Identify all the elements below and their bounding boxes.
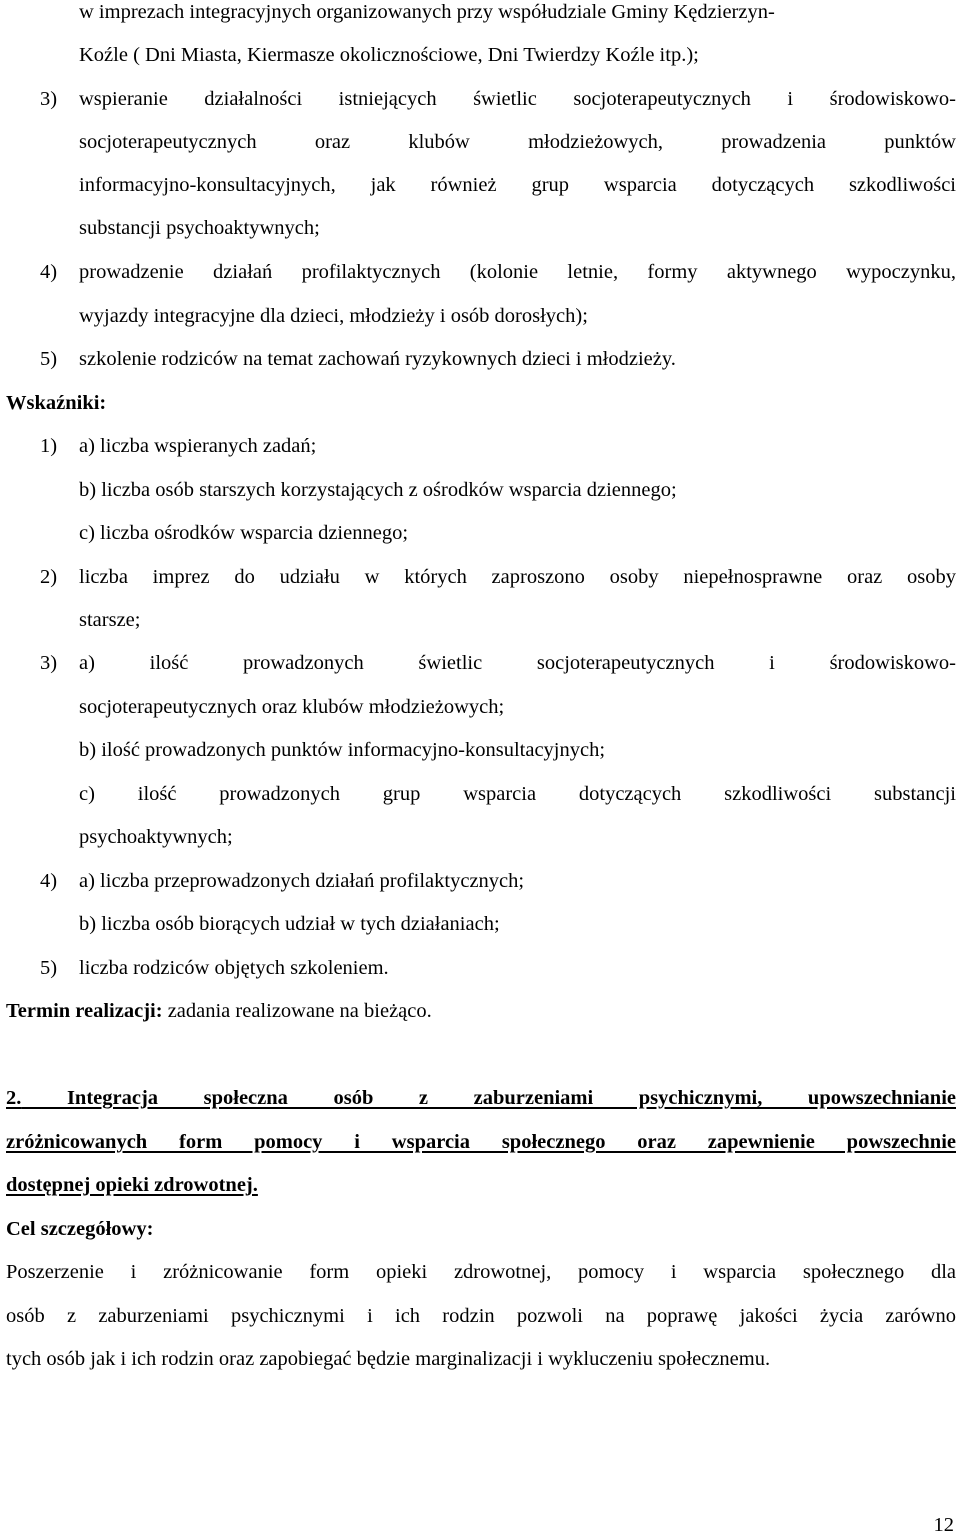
indicator-5: 5) liczba rodziców objętych szkoleniem. — [0, 953, 960, 983]
task-5-number: 5) — [40, 348, 58, 370]
section-2-title-line-2: zróżnicowanych form pomocy i wsparcia społecznego oraz zapewnienie powszechnie — [6, 1131, 956, 1153]
section-2-title-line-3: dostępnej opieki zdrowotnej. — [6, 1174, 258, 1196]
goal-line-1: Poszerzenie i zróżnicowanie form opieki zdrowotnej, pomocy i wsparcia społecznego dla — [6, 1261, 956, 1283]
task-3-line-3: informacyjno-konsultacyjnych, jak również grup wsparcia dotyczących szkodliwości — [79, 174, 956, 196]
indicators-heading: Wskaźniki: — [6, 392, 107, 414]
indicator-2-line-2: starsze; — [79, 609, 141, 631]
deadline-text: zadania realizowane na bieżąco. — [162, 1000, 432, 1022]
indicator-4-number: 4) — [40, 870, 58, 892]
page-number: 12 — [933, 1514, 954, 1536]
indicator-2-line-1: 2) liczba imprez do udziału w których zaproszono osoby niepełnosprawne oraz osoby — [0, 562, 960, 592]
task-5-line-1: 5) szkolenie rodziców na temat zachowań ryzykownych dzieci i młodzieży. — [0, 344, 960, 374]
indicator-1-c: c) liczba ośrodków wsparcia dziennego; — [79, 522, 409, 544]
indicator-3-c-line-2: psychoaktywnych; — [79, 826, 233, 848]
indicator-3-b: b) ilość prowadzonych punktów informacyjno-konsultacyjnych; — [79, 739, 606, 761]
task-3-line-2: socjoterapeutycznych oraz klubów młodzieżowych, prowadzenia punktów — [79, 131, 956, 153]
indicator-3-c-line-1: c) ilość prowadzonych grup wsparcia dotyczących szkodliwości substancji — [79, 783, 956, 805]
goal-line-2: osób z zaburzeniami psychicznymi i ich rodzin pozwoli na poprawę jakości życia zarówno — [6, 1305, 956, 1327]
indicator-3-a-line-1: 3) a) ilość prowadzonych świetlic socjoterapeutycznych i środowiskowo- — [0, 648, 960, 678]
deadline-line — [0, 996, 960, 1026]
goal-line-3: tych osób jak i ich rodzin oraz zapobiegać będzie marginalizacji i wykluczeniu społecznemu. — [6, 1348, 771, 1370]
indicator-4-b: b) liczba osób biorących udział w tych działaniach; — [79, 913, 500, 935]
indicator-5-number: 5) — [40, 957, 58, 979]
indicator-3-a-line-2: socjoterapeutycznych oraz klubów młodzieżowych; — [79, 696, 505, 718]
indicator-1-number: 1) — [40, 435, 58, 457]
task-4-line-2: wyjazdy integracyjne dla dzieci, młodzieży i osób dorosłych); — [79, 305, 588, 327]
section-2-number: 2. — [6, 1087, 22, 1109]
task-3-line-1: 3) wspieranie działalności istniejących świetlic socjoterapeutycznych i środowiskowo- — [0, 84, 960, 114]
goal-heading: Cel szczegółowy: — [6, 1218, 154, 1240]
task-4-line-1: 4) prowadzenie działań profilaktycznych (kolonie letnie, formy aktywnego wypoczynku, — [0, 257, 960, 287]
task-3-line-4: substancji psychoaktywnych; — [79, 217, 320, 239]
indicator-1-b: b) liczba osób starszych korzystających z ośrodków wsparcia dziennego; — [79, 479, 677, 501]
indicator-3-number: 3) — [40, 652, 58, 674]
section-2-title-line-1 — [0, 1083, 960, 1113]
section-2-title: 2. Integracja społeczna osób z zaburzeniami psychicznymi, upowszechnianie — [6, 1087, 956, 1109]
task-4-number: 4) — [40, 261, 58, 283]
deadline-label: Termin realizacji: — [6, 1000, 163, 1022]
indicator-2-number: 2) — [40, 566, 58, 588]
continuation-line-2: Koźle ( Dni Miasta, Kiermasze okolicznościowe, Dni Twierdzy Koźle itp.); — [79, 44, 699, 66]
indicator-1-a: 1) a) liczba wspieranych zadań; — [0, 431, 960, 461]
indicator-4-a: 4) a) liczba przeprowadzonych działań profilaktycznych; — [0, 866, 960, 896]
task-3-number: 3) — [40, 88, 58, 110]
continuation-line-1: w imprezach integracyjnych organizowanych przy współudziale Gminy Kędzierzyn- — [79, 1, 775, 23]
